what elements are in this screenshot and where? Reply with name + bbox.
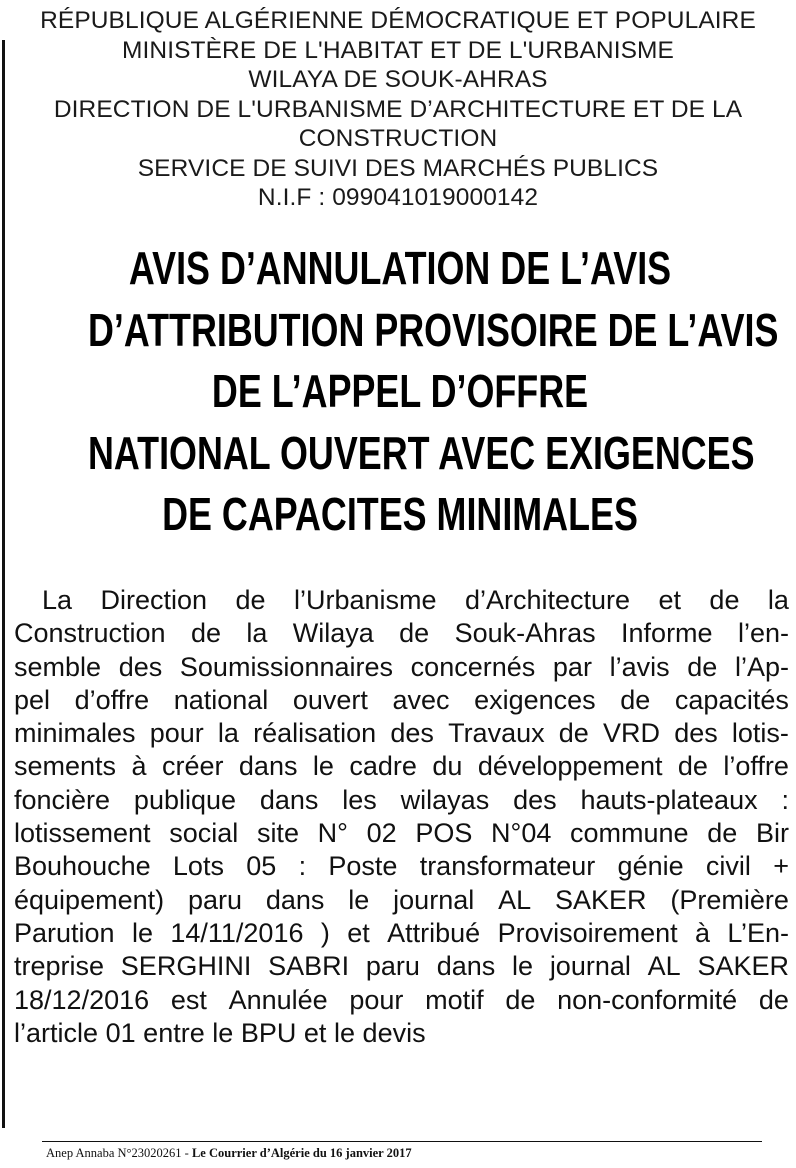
body-word: l’offre <box>723 751 789 782</box>
body-word: site <box>256 818 299 849</box>
body-word: dans <box>259 784 319 815</box>
body-word: N°04 <box>491 818 552 849</box>
body-line <box>14 684 789 717</box>
body-word: des <box>674 718 718 749</box>
body-word: Souk-Ahras <box>454 618 596 649</box>
body-word: 18/12/2016 <box>14 984 150 1015</box>
body-word: commune <box>570 818 689 849</box>
body-word: La <box>42 585 73 615</box>
body-word: POS <box>415 818 473 849</box>
body-line <box>14 750 789 783</box>
body-word: devis <box>362 1017 426 1048</box>
body-word: et <box>303 1017 327 1048</box>
body-word: SERGHINI <box>120 951 252 982</box>
body-word: national <box>173 684 269 715</box>
body-word: social <box>169 818 239 849</box>
body-word: sements <box>14 751 117 782</box>
body-line <box>14 1017 789 1050</box>
body-word: : <box>298 851 307 882</box>
body-word: treprise <box>14 951 105 982</box>
body-word: concernés <box>410 651 536 682</box>
body-word: des <box>390 718 434 749</box>
body-line <box>14 784 789 817</box>
body-word: paru <box>187 884 243 915</box>
header-line-republic: RÉPUBLIQUE ALGÉRIENNE DÉMOCRATIQUE ET POPULAIRE <box>40 7 756 34</box>
body-word: le <box>212 1017 234 1048</box>
body-word: d’offre <box>74 684 150 715</box>
body-word: journal <box>393 884 475 915</box>
body-word: SAKER <box>697 951 789 982</box>
body-word: publique <box>133 784 237 815</box>
body-word: dans <box>436 951 496 982</box>
body-word: génie <box>617 851 684 882</box>
body-word: de <box>758 984 789 1015</box>
header-line-ministry: MINISTÈRE DE L'HABITAT ET DE L'URBANISME <box>121 36 674 64</box>
body-word: Soumissionnaires <box>179 651 394 682</box>
body-word: créer <box>161 751 224 782</box>
body-word: la <box>767 585 789 615</box>
body-word: l’Urbanisme <box>293 585 437 615</box>
body-word: développement <box>477 751 663 782</box>
body-word: civil <box>705 851 751 882</box>
body-word: pour <box>349 984 404 1015</box>
body-line <box>14 584 789 617</box>
body-word: Informe <box>621 618 713 649</box>
body-line <box>14 950 789 983</box>
body-word: la <box>246 618 268 649</box>
body-word: le <box>333 1017 355 1048</box>
body-word: lotis- <box>731 718 789 749</box>
header-line-service: SERVICE DE SUIVI DES MARCHÉS PUBLICS <box>137 154 659 182</box>
body-word: Travaux <box>448 718 545 749</box>
body-word: + <box>773 851 789 882</box>
body-word: AL <box>498 884 532 915</box>
body-word: capacités <box>674 684 789 715</box>
body-word: l’article <box>14 1017 99 1048</box>
body-word: (Première <box>670 884 789 915</box>
body-word: du <box>432 751 463 782</box>
body-word: 14/11/2016 <box>170 917 304 948</box>
body-word: motif <box>425 984 484 1015</box>
body-word: l’avis <box>609 651 670 682</box>
title-line: DE CAPACITES MINIMALES <box>162 488 638 540</box>
body-word: Provisoirement <box>497 917 678 948</box>
footer-divider <box>42 1141 762 1142</box>
body-word: AL <box>647 951 681 982</box>
body-word: pel <box>14 684 51 715</box>
body-word: Parution <box>14 917 115 948</box>
body-word: dans <box>265 884 325 915</box>
body-word: Direction <box>100 585 208 615</box>
body-line <box>14 884 789 917</box>
body-word: par <box>552 651 592 682</box>
body-word: Wilaya <box>292 618 374 649</box>
body-word: N° <box>317 818 348 849</box>
body-word: est <box>170 984 207 1015</box>
body-word: de <box>190 618 221 649</box>
body-word: d’Architecture <box>464 585 631 615</box>
body-word: minimales <box>14 718 136 749</box>
body-word: SAKER <box>554 884 647 915</box>
header-line-wilaya: WILAYA DE SOUK-AHRAS <box>248 66 548 93</box>
body-word: et <box>347 917 370 948</box>
body-word: Attribué <box>387 917 481 948</box>
body-word: transformateur <box>419 851 596 882</box>
body-word: le <box>131 917 153 948</box>
body-word: les <box>342 784 377 815</box>
body-word: entre <box>143 1017 205 1048</box>
title-line: D’ATTRIBUTION PROVISOIRE DE L’AVIS <box>88 303 779 356</box>
header-line-direction: DIRECTION DE L'URBANISME D’ARCHITECTURE ET DE LA <box>53 95 743 123</box>
body-line <box>14 917 789 950</box>
body-word: L’En- <box>727 917 789 948</box>
body-word: et <box>658 585 681 615</box>
body-line <box>14 984 789 1017</box>
body-word: dans <box>238 751 298 782</box>
body-word: exigences <box>474 684 596 715</box>
body-word: 01 <box>105 1017 136 1048</box>
body-word: de <box>558 718 589 749</box>
body-word: journal <box>549 951 631 982</box>
body-word: cadre <box>349 751 417 782</box>
body-word: avec <box>392 684 450 715</box>
body-word: Bir <box>755 818 789 849</box>
body-word: : <box>781 784 789 815</box>
header-line-nif: N.I.F : 099041019000142 <box>257 184 539 211</box>
body-line <box>14 817 789 850</box>
body-word: à <box>695 917 711 948</box>
footer-publication: Le Courrier d’Algérie du 16 janvier 2017 <box>191 1146 412 1160</box>
body-line <box>14 717 789 750</box>
body-word: 02 <box>366 818 397 849</box>
body-word: de <box>620 684 651 715</box>
body-word: l’Ap- <box>734 651 789 682</box>
body-word: le <box>312 751 334 782</box>
body-line <box>14 850 789 883</box>
body-word: le <box>512 951 534 982</box>
body-word: hauts-plateaux <box>580 784 758 815</box>
body-word: Bouhouche <box>14 851 151 882</box>
footer-anep-ref: Anep Annaba N°23020261 <box>46 1146 182 1160</box>
header-line-direction-cont: CONSTRUCTION <box>298 125 498 152</box>
body-word: BPU <box>240 1017 297 1048</box>
notice-body <box>14 584 789 1050</box>
body-word: foncière <box>14 784 111 815</box>
body-word: pour <box>149 718 204 749</box>
body-word: équipement) <box>14 884 165 915</box>
issuer-header <box>0 6 796 213</box>
body-word: à <box>131 751 147 782</box>
body-word: lotissement <box>14 818 151 849</box>
body-word: Poste <box>328 851 398 882</box>
body-word: Lots <box>172 851 224 882</box>
body-word: la <box>217 718 239 749</box>
body-word: des <box>513 784 557 815</box>
body-word: de <box>687 651 718 682</box>
publication-footer <box>46 1146 412 1161</box>
body-word: Annulée <box>228 984 328 1015</box>
body-word: le <box>348 884 370 915</box>
notice-title <box>88 238 779 546</box>
body-word: SABRI <box>268 951 350 982</box>
title-line: AVIS D’ANNULATION DE L’AVIS <box>128 242 672 294</box>
body-word: Construction <box>14 618 166 649</box>
body-word: de <box>707 818 738 849</box>
body-word: non-conformité <box>557 984 738 1015</box>
body-word: réalisation <box>253 718 377 749</box>
body-line <box>14 651 789 684</box>
body-word: l’en- <box>737 618 789 649</box>
body-word: semble <box>14 651 102 682</box>
body-word: 05 <box>246 851 277 882</box>
title-line: DE L’APPEL D’OFFRE <box>211 365 589 417</box>
body-word: de <box>677 751 708 782</box>
title-line: NATIONAL OUVERT AVEC EXIGENCES <box>88 426 755 479</box>
body-word: paru <box>365 951 420 982</box>
body-word: de <box>505 984 536 1015</box>
footer-separator: - <box>181 1146 192 1160</box>
body-word: VRD <box>603 718 661 749</box>
body-word: de <box>235 585 266 615</box>
body-word: des <box>118 651 163 682</box>
body-word: de <box>399 618 430 649</box>
body-word: wilayas <box>400 784 490 815</box>
body-word: de <box>709 585 740 615</box>
body-word: ) <box>320 917 330 948</box>
body-line <box>14 617 789 650</box>
body-word: ouvert <box>292 684 368 715</box>
